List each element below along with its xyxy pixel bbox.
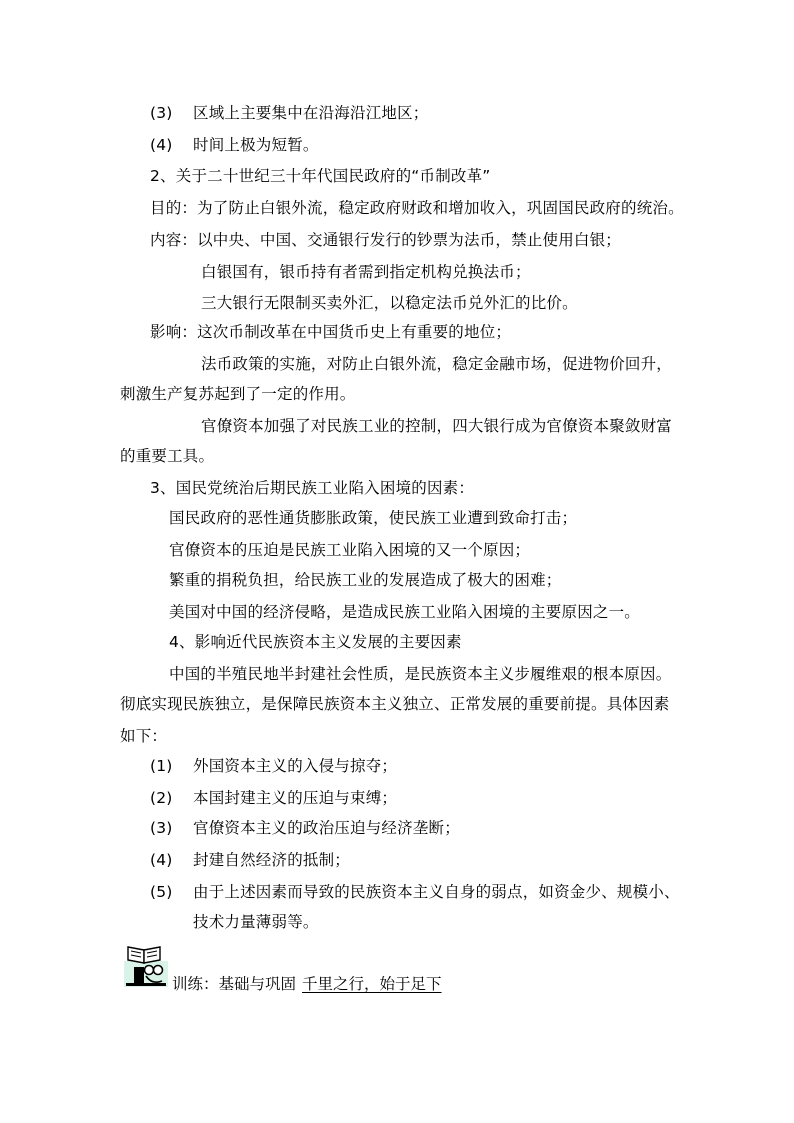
training-line bbox=[172, 974, 442, 994]
section-2-impact-line: 的重要工具。 bbox=[120, 447, 215, 465]
list-number: (1) bbox=[150, 757, 173, 775]
section-4-paragraph: 彻底实现民族独立，是保障民族资本主义独立、正常发展的重要前提。具体因素 bbox=[120, 695, 670, 713]
section-2-content-line: 白银国有，银币持有者需到指定机构兑换法币； bbox=[201, 263, 531, 281]
list-item-4 bbox=[150, 135, 319, 155]
training-label: 训练：基础与巩固 bbox=[172, 975, 297, 993]
section-4-paragraph: 中国的半殖民地半封建社会性质，是民族资本主义步履维艰的根本原因。 bbox=[169, 665, 672, 683]
section-3-line: 官僚资本的压迫是民族工业陷入困境的又一个原因； bbox=[169, 541, 531, 559]
list-text: 外国资本主义的入侵与掠夺； bbox=[193, 757, 398, 775]
section-2-impact-line: 法币政策的实施，对防止白银外流，稳定金融市场，促进物价回升， bbox=[201, 355, 673, 373]
section-2-purpose: 目的：为了防止白银外流，稳定政府财政和增加收入，巩固国民政府的统治。 bbox=[150, 199, 684, 217]
factor-item-3 bbox=[150, 818, 460, 838]
section-3-line: 繁重的捐税负担，给民族工业的发展造成了极大的困难； bbox=[169, 571, 562, 589]
list-number: (5) bbox=[150, 883, 173, 901]
factor-item-5-continued: 技术力量薄弱等。 bbox=[193, 913, 319, 931]
section-3-line: 美国对中国的经济侵略，是造成民族工业陷入困境的主要原因之一。 bbox=[169, 603, 641, 621]
section-2-impact: 影响：这次币制改革在中国货币史上有重要的地位； bbox=[150, 323, 512, 341]
training-motto: 千里之行，始于足下 bbox=[302, 975, 442, 993]
list-number: (2) bbox=[150, 789, 173, 807]
section-2-impact-line: 刺激生产复苏起到了一定的作用。 bbox=[120, 385, 356, 403]
list-text: 官僚资本主义的政治压迫与经济垄断； bbox=[193, 819, 460, 837]
section-2-content-line: 三大银行无限制买卖外汇，以稳定法币兑外汇的比价。 bbox=[201, 294, 578, 312]
book-reading-icon bbox=[122, 943, 170, 989]
list-number: (3) bbox=[150, 104, 173, 122]
section-3-heading: 3、国民党统治后期民族工业陷入困境的因素： bbox=[150, 479, 475, 497]
section-2-impact-line: 官僚资本加强了对民族工业的控制，四大银行成为官僚资本聚敛财富 bbox=[201, 417, 673, 435]
list-text: 封建自然经济的抵制； bbox=[193, 851, 351, 869]
list-item-3 bbox=[150, 103, 429, 123]
list-number: (4) bbox=[150, 851, 173, 869]
list-text: 本国封建主义的压迫与束缚； bbox=[193, 789, 398, 807]
factor-item-2 bbox=[150, 788, 397, 808]
list-text: 由于上述因素而导致的民族资本主义自身的弱点，如资金少、规模小、 bbox=[193, 883, 680, 901]
section-4-heading: 4、影响近代民族资本主义发展的主要因素 bbox=[169, 633, 462, 651]
section-2-heading: 2、关于二十世纪三十年代国民政府的“币制改革” bbox=[150, 167, 491, 185]
factor-item-1 bbox=[150, 756, 397, 776]
factor-item-5 bbox=[150, 882, 680, 902]
list-number: (3) bbox=[150, 819, 173, 837]
list-text: 区域上主要集中在沿海沿江地区； bbox=[193, 104, 429, 122]
section-3-line: 国民政府的恶性通货膨胀政策，使民族工业遭到致命打击； bbox=[169, 509, 578, 527]
section-4-paragraph: 如下： bbox=[120, 727, 168, 745]
section-2-content: 内容：以中央、中国、交通银行发行的钞票为法币，禁止使用白银； bbox=[150, 231, 622, 249]
factor-item-4 bbox=[150, 850, 350, 870]
list-text: 时间上极为短暂。 bbox=[193, 136, 319, 154]
list-number: (4) bbox=[150, 136, 173, 154]
